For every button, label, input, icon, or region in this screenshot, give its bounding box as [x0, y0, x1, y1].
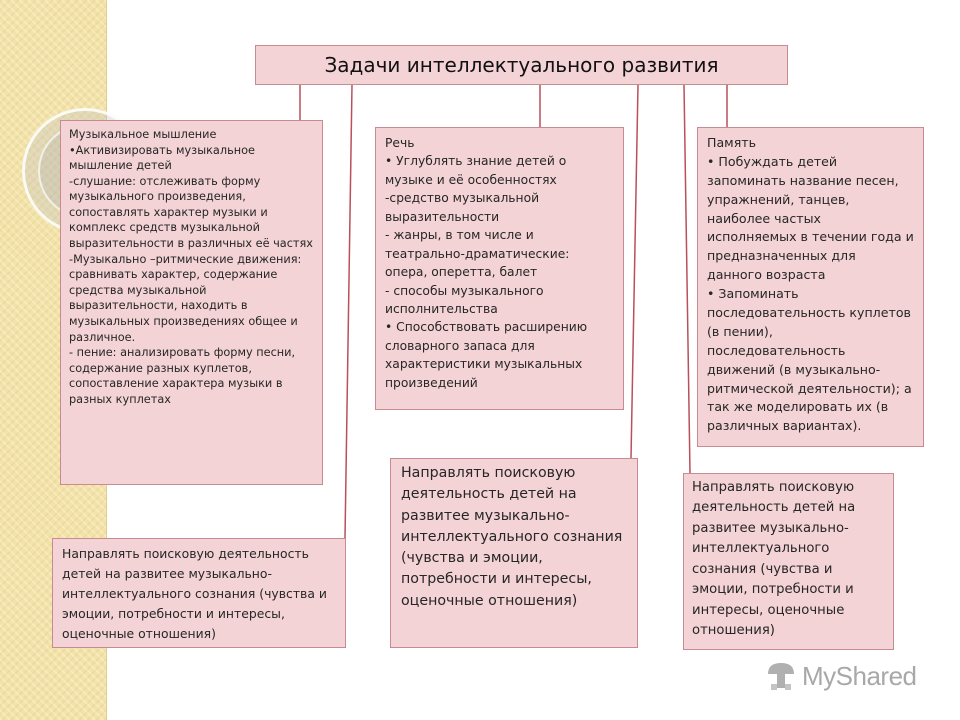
thinking-item-movement: -Музыкально –ритмические движения: сравнивать характер, содержание средства музыкальной выразительности, находить в музыкальных произведениях общее и различное.	[69, 252, 302, 344]
memory-bullet-2: • Запоминать последовательность куплетов (в пении), последовательность движений (в музыкально-ритмической деятельности); а так же моделировать их (в различных вариантах).	[707, 286, 912, 434]
speech-heading: Речь	[385, 136, 415, 150]
speech-item-genres: - жанры, в том числе и театрально-драматические: опера, оперетта, балет	[385, 228, 570, 280]
search-box-left	[52, 538, 346, 648]
connector-search-right	[684, 85, 690, 473]
search-left-text: Направлять поисковую деятельность детей на развитее музыкально-интеллектуального сознания (чувства и эмоции, потребности и интересы, оценочные отношения)	[62, 546, 327, 642]
search-box-right	[683, 473, 894, 650]
thinking-heading: Музыкальное мышление	[69, 128, 217, 141]
watermark	[766, 656, 936, 696]
connector-search-center	[631, 85, 638, 458]
thinking-item-singing: - пение: анализировать форму песни, содержание разных куплетов, сопоставление характера музыки в разных куплетах	[69, 346, 296, 406]
memory-heading: Память	[707, 135, 757, 150]
thinking-item-listening: -слушание: отслеживать форму музыкального произведения, сопоставлять характер музыки и комплекс средств музыкальной выразительности в различных её частях	[69, 174, 313, 251]
thinking-box	[60, 120, 323, 485]
search-center-text: Направлять поисковую деятельность детей на развитее музыкально-интеллектуального сознания (чувства и эмоции, потребности и интересы, оценочные отношения)	[401, 465, 623, 609]
search-right-text: Направлять поисковую деятельность детей на развитее музыкально-интеллектуального сознания (чувства и эмоции, потребности и интересы, оценочные отношения)	[692, 480, 856, 639]
diagram-title: Задачи интеллектуального развития	[255, 45, 788, 85]
connector-search-left	[345, 85, 352, 538]
mushroom-logo-icon	[766, 660, 796, 692]
memory-bullet-1: • Побуждать детей запоминать название песен, упражнений, танцев, наиболее частых исполняемых в течении года и предназначенных для данного возраста	[707, 153, 914, 283]
speech-box	[375, 127, 624, 410]
watermark-brand: MyShared	[802, 660, 917, 691]
speech-item-performance: - способы музыкального исполнительства	[385, 283, 544, 316]
speech-bullet-1: • Углублять знание детей о музыке и её особенностях	[385, 154, 567, 187]
memory-box	[697, 127, 924, 447]
search-box-center	[390, 458, 638, 648]
speech-item-expressiveness: -средство музыкальной выразительности	[385, 191, 540, 224]
speech-bullet-2: • Способствовать расширению словарного запаса для характеристики музыкальных произведений	[385, 320, 588, 390]
thinking-bullet-1: •Активизировать музыкальное мышление детей	[69, 143, 255, 173]
